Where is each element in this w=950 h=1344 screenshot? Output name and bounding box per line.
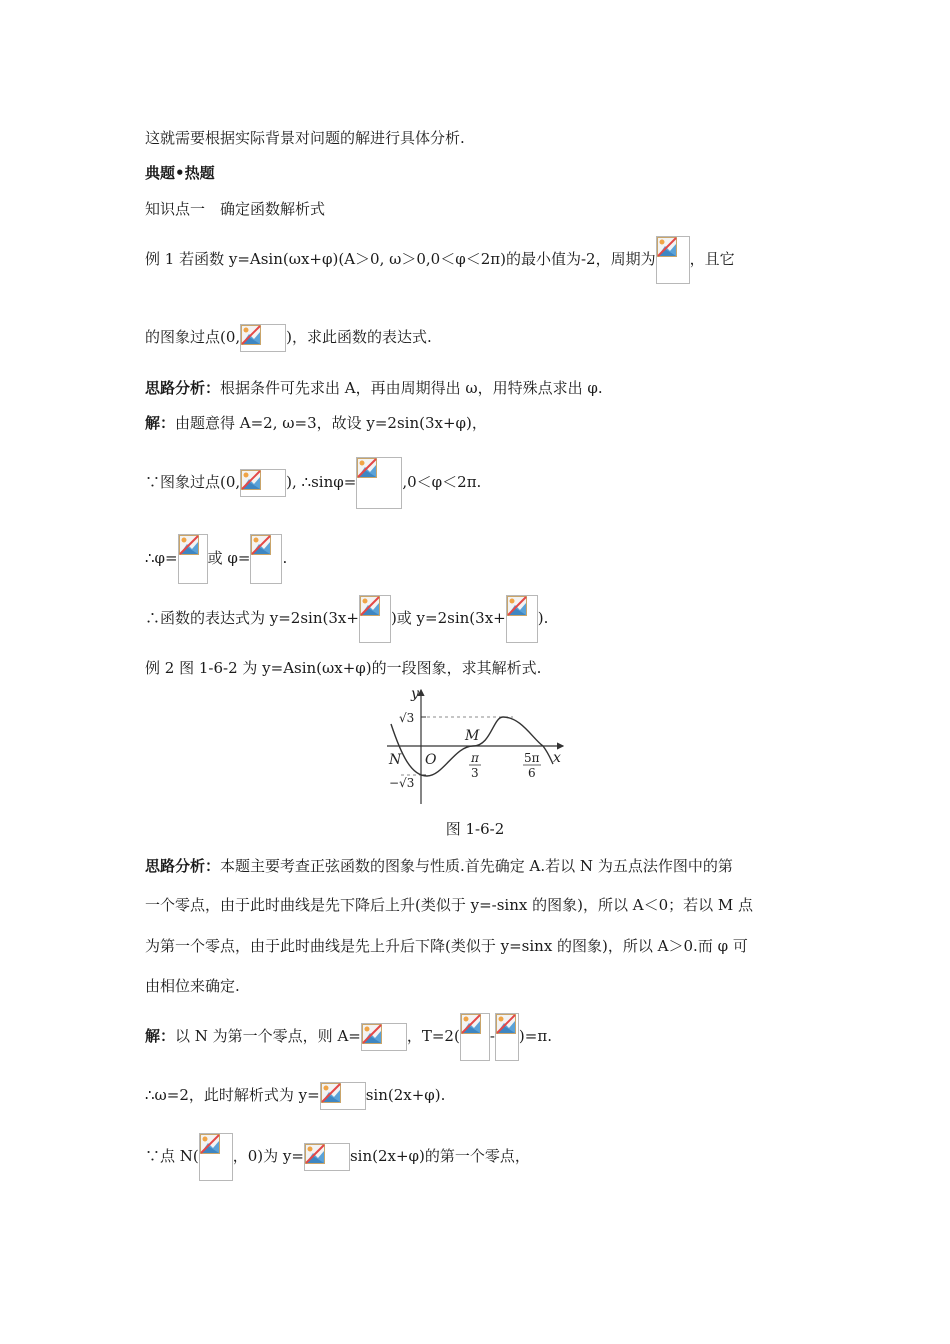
solution2-step3-text-a: ∵点 N( xyxy=(145,1147,199,1165)
point-m-label: M xyxy=(465,728,480,744)
broken-image-icon xyxy=(250,534,282,584)
broken-image-icon xyxy=(199,1133,233,1181)
broken-image-icon xyxy=(460,1013,490,1061)
analysis-label: 思路分析： xyxy=(145,857,221,875)
solution2-step2-text-b: sin(2x+φ). xyxy=(365,1086,446,1104)
step2-text-b: ), ∴sinφ= xyxy=(286,473,357,491)
solution1-step3 xyxy=(145,533,287,584)
analysis2-line3: 为第一个零点，由于此时曲线是先上升后下降(类似于 y=sinx 的图象)，所以 A＞0.而 φ 可 xyxy=(145,937,748,955)
example1-line2 xyxy=(145,322,432,352)
solution-text: 由题意得 A=2, ω=3，故设 y=2sin(3x+φ)， xyxy=(175,414,487,432)
sine-graph-figure xyxy=(383,684,573,806)
broken-image-icon xyxy=(506,595,538,643)
broken-image-icon xyxy=(656,236,690,284)
step4-text-c: ). xyxy=(537,609,549,627)
example1-text: 例 1 若函数 y=Asin(ωx+φ)(A＞0, ω＞0,0＜φ＜2π)的最小值为-2，周期为 xyxy=(145,250,656,268)
analysis2-line2: 一个零点，由于此时曲线是先下降后上升(类似于 y=-sinx 的图象)，所以 A＜0；若以 M 点 xyxy=(145,896,754,914)
figure-caption: 图 1-6-2 xyxy=(445,820,505,838)
solution1-step4 xyxy=(145,594,548,643)
solution2-step2-text-a: ∴ω=2，此时解析式为 y= xyxy=(145,1086,320,1104)
point-n-label: N xyxy=(389,752,402,768)
example2-line: 例 2 图 1-6-2 为 y=Asin(ωx+φ)的一段图象，求其解析式. xyxy=(145,659,542,677)
solution1-line xyxy=(145,413,487,433)
solution2-line1 xyxy=(145,1012,552,1061)
analysis2-line4: 由相位来确定. xyxy=(145,977,240,995)
analysis2-line1 xyxy=(145,856,733,876)
solution2-line2 xyxy=(145,1080,445,1110)
solution2-step3-text-c: sin(2x+φ)的第一个零点， xyxy=(349,1147,530,1165)
solution2-text-c: - xyxy=(489,1027,495,1045)
neg-sqrt3-label: −√3 xyxy=(389,776,415,790)
pi-over-3-denominator: 3 xyxy=(471,766,479,780)
analysis-text: 根据条件可先求出 A，再由周期得出 ω，用特殊点求出 φ. xyxy=(220,379,603,397)
y-axis-label: y xyxy=(411,686,419,702)
intro-line: 这就需要根据实际背景对问题的解进行具体分析. xyxy=(145,129,465,147)
broken-image-icon xyxy=(495,1013,519,1061)
solution1-step2 xyxy=(145,456,481,509)
broken-image-icon xyxy=(178,534,208,584)
five-pi-over-6-numerator: 5π xyxy=(524,751,540,765)
example1-question-text: )，求此函数的表达式. xyxy=(286,328,432,346)
step2-text-a: ∵图象过点(0, xyxy=(145,473,241,491)
broken-image-icon xyxy=(361,1023,407,1051)
x-axis-label: x xyxy=(553,750,561,766)
example1-line1 xyxy=(145,236,735,284)
solution2-line3 xyxy=(145,1132,530,1181)
section-heading: 典题•热题 xyxy=(145,164,215,182)
step4-text-b: )或 y=2sin(3x+ xyxy=(390,609,506,627)
broken-image-icon xyxy=(240,324,286,352)
step4-text-a: ∴函数的表达式为 y=2sin(3x+ xyxy=(145,609,359,627)
five-pi-over-6-denominator: 6 xyxy=(528,766,536,780)
pi-over-3-numerator: π xyxy=(471,751,479,765)
knowledge-point-title: 知识点一 确定函数解析式 xyxy=(145,200,326,218)
example1-text-end: ，且它 xyxy=(689,250,735,268)
solution2-step3-text-b: ，0)为 y= xyxy=(232,1147,304,1165)
broken-image-icon xyxy=(320,1082,366,1110)
analysis-label: 思路分析： xyxy=(145,379,221,397)
step3-text-c: . xyxy=(282,549,288,567)
solution2-text-b: ，T=2( xyxy=(406,1027,460,1045)
step2-text-c: ,0＜φ＜2π. xyxy=(402,473,482,491)
analysis1-line xyxy=(145,378,603,398)
broken-image-icon xyxy=(304,1143,350,1171)
solution2-text-d: )=π. xyxy=(518,1027,552,1045)
example1-point-text: 的图象过点(0, xyxy=(145,328,241,346)
solution-label: 解： xyxy=(145,1027,176,1045)
solution-label: 解： xyxy=(145,414,176,432)
broken-image-icon xyxy=(356,457,402,509)
origin-label: O xyxy=(425,752,437,768)
step3-text-a: ∴φ= xyxy=(145,549,178,567)
broken-image-icon xyxy=(359,595,391,643)
broken-image-icon xyxy=(240,469,286,497)
step3-text-b: 或 φ= xyxy=(207,549,251,567)
solution2-text-a: 以 N 为第一个零点，则 A= xyxy=(175,1027,361,1045)
sqrt3-label: √3 xyxy=(399,711,415,725)
analysis-text: 本题主要考查正弦函数的图象与性质.首先确定 A.若以 N 为五点法作图中的第 xyxy=(220,857,733,875)
